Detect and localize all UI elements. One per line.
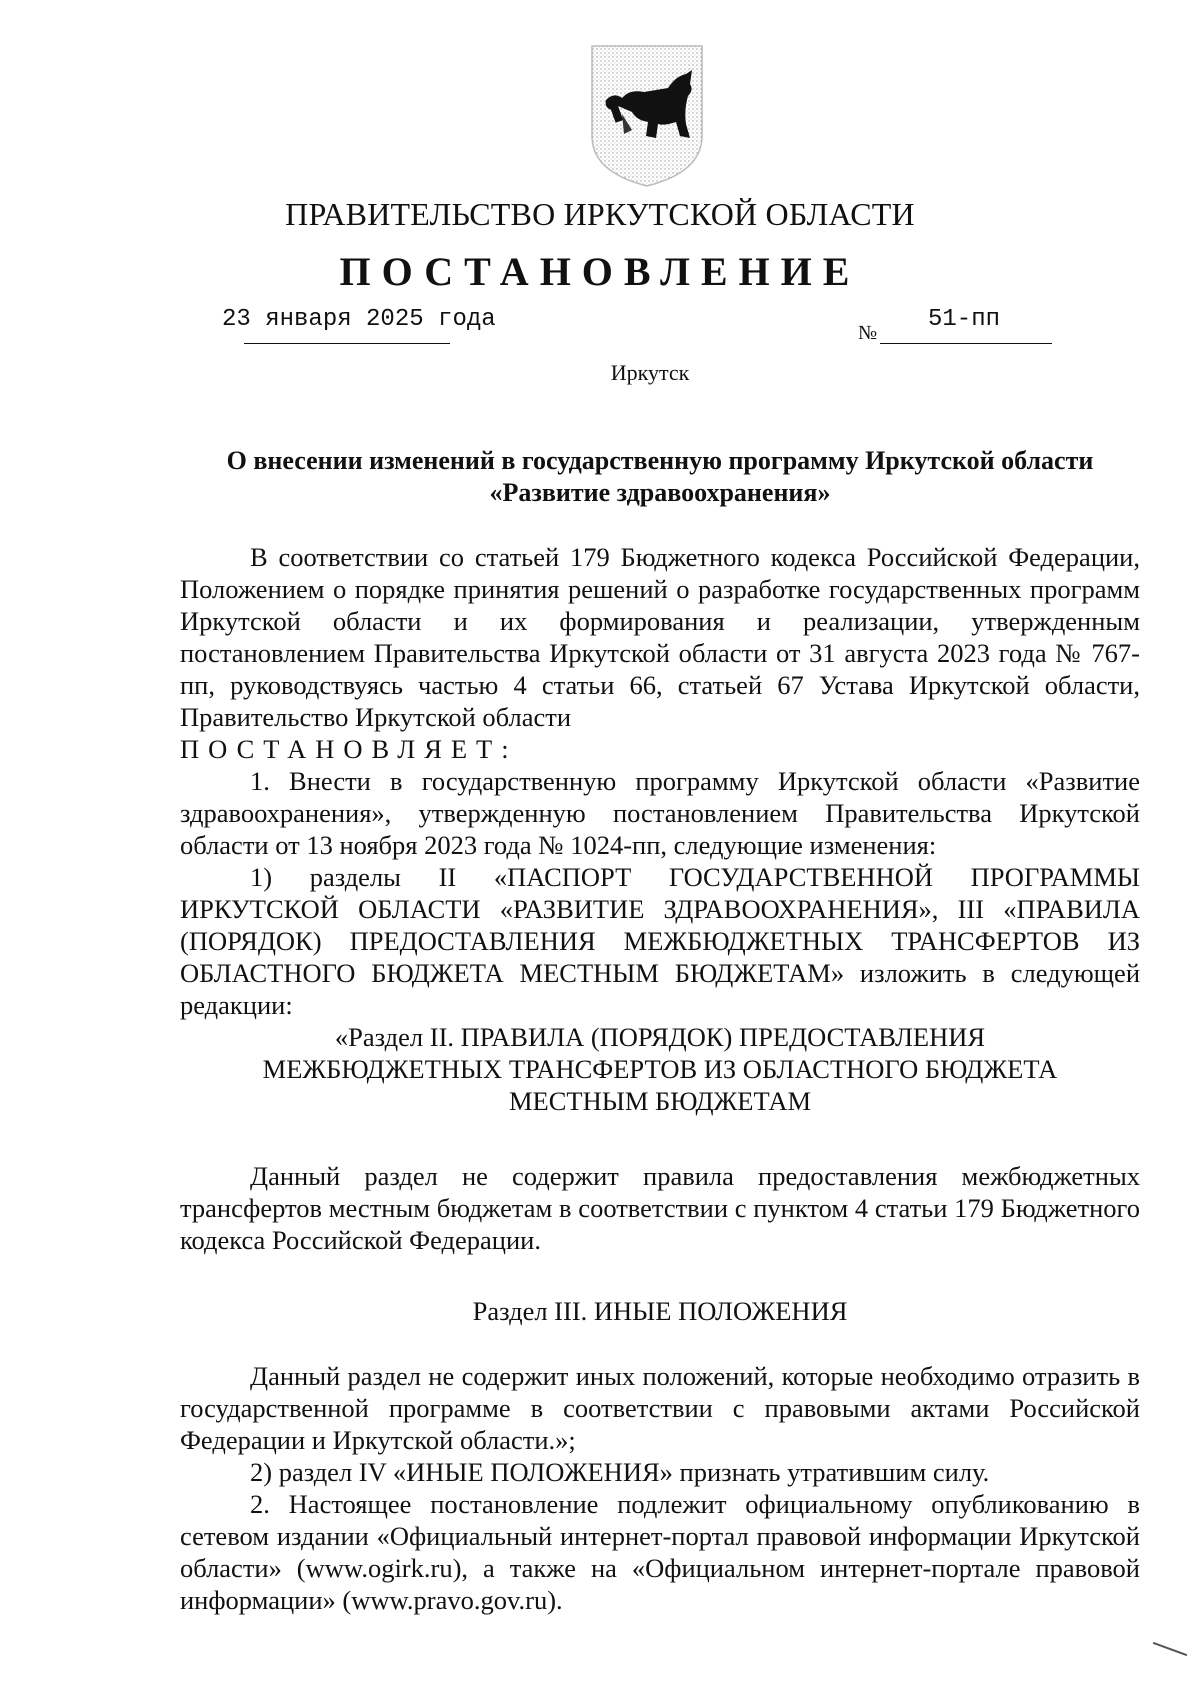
body-block-1	[180, 541, 1140, 1117]
issue-city: Иркутск	[610, 360, 690, 385]
preamble-paragraph: В соответствии со статьей 179 Бюджетного кодекса Российской Федерации, Положением о порядке принятия решений о разработке государственных программ Иркутской области и их формирования и реализации, утвержденным постановлением Правительства Иркутской области от 31 августа 2023 года № 767-пп, руководствуясь частью 4 статьи 66, статьей 67 Устава Иркутской области, Правительство Иркутской области	[180, 542, 1140, 732]
document-number: 51-пп	[928, 306, 1001, 333]
document-title	[180, 445, 1140, 509]
item-2-paragraph: 2. Настоящее постановление подлежит официальному опубликованию в сетевом издании «Официальный интернет-портал правовой информации Иркутской области» (www.ogirk.ru), а также на «Официальном интернет-портале правовой информации» (www.pravo.gov.ru).	[180, 1489, 1140, 1615]
number-sign: №	[858, 322, 878, 344]
document-type: ПОСТАНОВЛЕНИЕ	[339, 249, 861, 294]
subitem-2-paragraph: 2) раздел IV «ИНЫЕ ПОЛОЖЕНИЯ» признать утратившим силу.	[250, 1457, 990, 1487]
title-line-1: О внесении изменений в государственную программу Иркутской области	[226, 446, 1094, 475]
body-block-3	[180, 1360, 1140, 1616]
section-2-text: Данный раздел не содержит правила предоставления межбюджетных трансфертов местным бюджетам в соответствии с пунктом 4 статьи 179 Бюджетного кодекса Российской Федерации.	[180, 1161, 1140, 1255]
section-3-heading: Раздел III. ИНЫЕ ПОЛОЖЕНИЯ	[472, 1296, 848, 1326]
body-block-2	[180, 1160, 1140, 1256]
government-name: ПРАВИТЕЛЬСТВО ИРКУТСКОЙ ОБЛАСТИ	[285, 196, 915, 232]
page-corner-mark	[1153, 1642, 1188, 1656]
coat-of-arms-emblem	[588, 40, 706, 190]
resolves-word: ПОСТАНОВЛЯЕТ:	[180, 734, 518, 764]
item-1-paragraph: 1. Внести в государственную программу Иркутской области «Развитие здравоохранения», утвержденную постановлением Правительства Иркутской области от 13 ноября 2023 года № 1024-пп, следующие изменения:	[180, 766, 1140, 860]
number-underline	[880, 343, 1052, 344]
date-underline	[244, 343, 450, 344]
document-date: 23 января 2025 года	[222, 306, 496, 333]
section-3-text: Данный раздел не содержит иных положений, которые необходимо отразить в государственной программе в соответствии с правовыми актами Российской Федерации и Иркутской области.»;	[180, 1361, 1140, 1455]
section-2-heading: «Раздел II. ПРАВИЛА (ПОРЯДОК) ПРЕДОСТАВЛЕНИЯ МЕЖБЮДЖЕТНЫХ ТРАНСФЕРТОВ ИЗ ОБЛАСТНОГО БЮДЖЕТА МЕСТНЫМ БЮДЖЕТАМ	[262, 1022, 1058, 1116]
title-line-2: «Развитие здравоохранения»	[489, 478, 831, 507]
subitem-1-paragraph: 1) разделы II «ПАСПОРТ ГОСУДАРСТВЕННОЙ ПРОГРАММЫ ИРКУТСКОЙ ОБЛАСТИ «РАЗВИТИЕ ЗДРАВООХРАНЕНИЯ», III «ПРАВИЛА (ПОРЯДОК) ПРЕДОСТАВЛЕНИЯ МЕЖБЮДЖЕТНЫХ ТРАНСФЕРТОВ ИЗ ОБЛАСТНОГО БЮДЖЕТА МЕСТНЫМ БЮДЖЕТАМ» изложить в следующей редакции:	[180, 862, 1140, 1020]
